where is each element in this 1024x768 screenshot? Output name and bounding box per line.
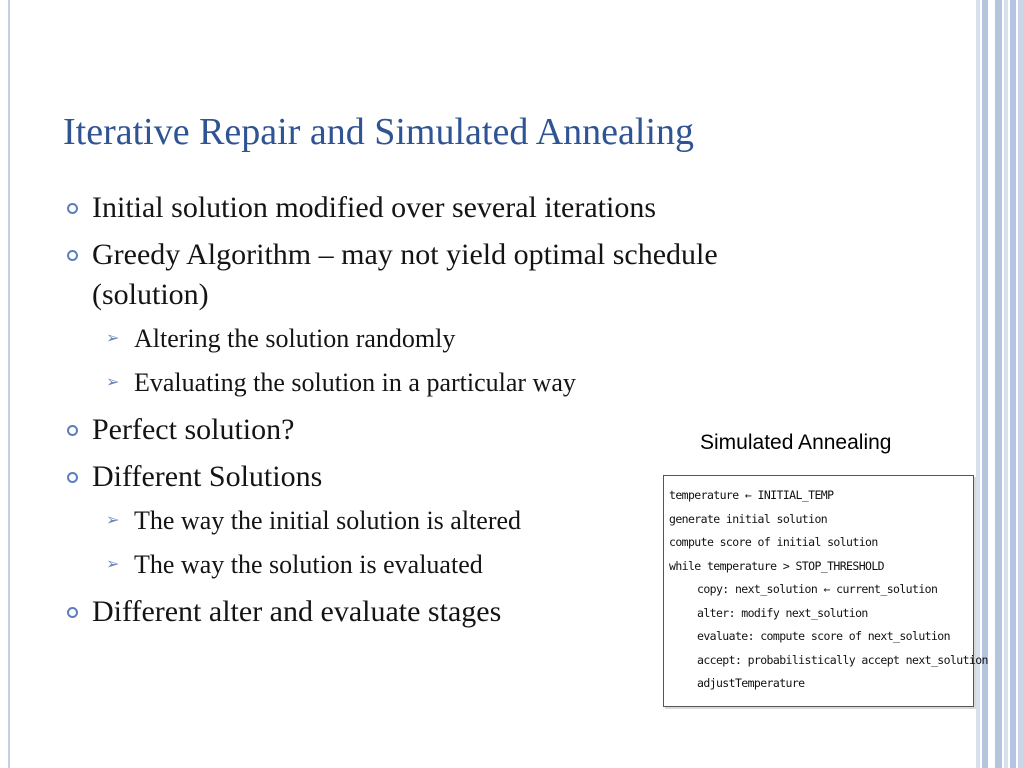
right-decorative-stripe <box>1010 0 1016 768</box>
arrowhead-bullet-icon: ➢ <box>106 556 120 573</box>
arrowhead-bullet-icon: ➢ <box>106 330 120 347</box>
arrowhead-bullet-icon: ➢ <box>106 512 120 529</box>
right-decorative-stripe <box>995 0 1002 768</box>
code-line: generate initial solution <box>669 511 828 526</box>
bullet-text: Different alter and evaluate stages <box>92 595 502 628</box>
sub-bullet-text: The way the initial solution is altered <box>134 506 522 535</box>
right-decorative-stripe <box>990 0 994 768</box>
code-line: adjustTemperature <box>697 676 805 690</box>
sub-bullet-text: The way the solution is evaluated <box>134 550 483 579</box>
bullet-text: Initial solution modified over several iterations <box>92 191 657 224</box>
code-line: compute score of initial solution <box>669 535 878 549</box>
code-line: while temperature > STOP_THRESHOLD <box>669 558 885 573</box>
figure-caption: Simulated Annealing <box>700 431 892 454</box>
bullet-text: Greedy Algorithm – may not yield optimal schedule (solution) <box>92 238 718 311</box>
code-line: evaluate: compute score of next_solution <box>697 629 950 643</box>
code-line: alter: modify next_solution <box>697 605 868 620</box>
bullet-text: Perfect solution? <box>92 413 295 446</box>
ring-bullet-icon <box>67 425 78 436</box>
slide-title: Iterative Repair and Simulated Annealing <box>63 111 695 153</box>
sub-bullet-text: Altering the solution randomly <box>134 324 456 353</box>
right-decorative-stripe <box>1004 0 1008 768</box>
ring-bullet-icon <box>67 250 78 261</box>
sub-bullet-item <box>62 366 862 400</box>
ring-bullet-icon <box>67 203 78 214</box>
code-line: temperature ← INITIAL_TEMP <box>669 488 834 502</box>
ring-bullet-icon <box>67 472 78 483</box>
right-decorative-stripe <box>1018 0 1024 768</box>
code-line: accept: probabilistically accept next_solution <box>697 652 988 667</box>
pseudocode-figure <box>663 475 988 707</box>
sub-bullet-item <box>62 322 862 356</box>
left-decorative-rule <box>8 0 10 768</box>
bullet-item <box>62 188 862 228</box>
sub-bullet-text: Evaluating the solution in a particular way <box>134 368 576 397</box>
bullet-item <box>62 235 802 315</box>
bullet-text: Different Solutions <box>92 460 323 493</box>
code-line: copy: next_solution ← current_solution <box>697 582 938 596</box>
ring-bullet-icon <box>67 607 78 618</box>
arrowhead-bullet-icon: ➢ <box>106 374 120 391</box>
